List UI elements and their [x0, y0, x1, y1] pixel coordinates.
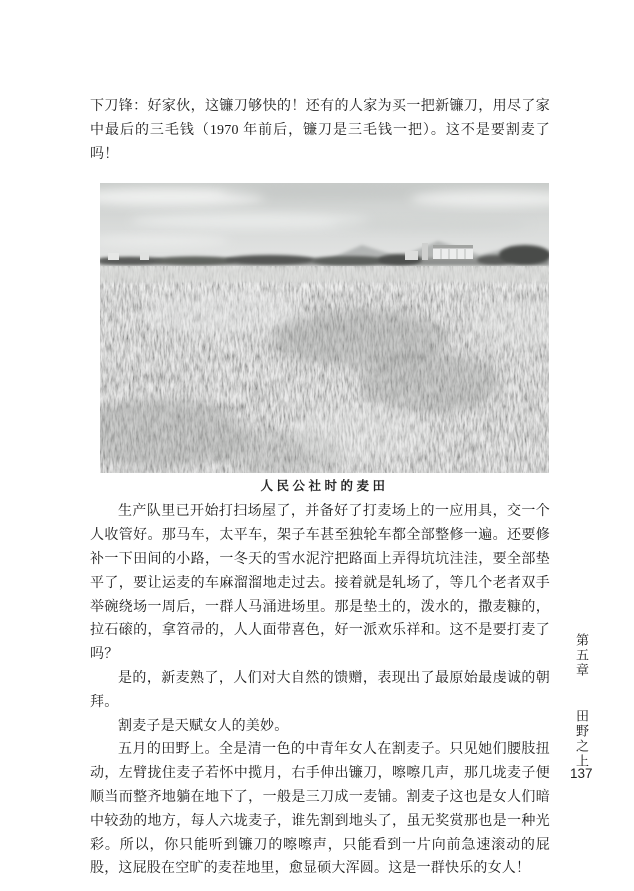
- paragraph-threshing-preparation: 生产队里已开始打扫场屋了，并备好了打麦场上的一应用具，交一个人收管好。那马车，太平车，架子车甚至独轮车都全部整修一遍。还要修补一下田间的小路，一冬天的雪水泥泞把路面上弄得坑坑洼洼，要全部垫平了，要让运麦的车麻溜溜地走过去。接着就是轧场了，等几个老者双手举碗绕场一周后，一群人马涌进场里。那是垫土的，泼水的，撒麦糠的，拉石磙的，拿笤帚的，人人面带喜色，好一派欢乐祥和。这不是要打麦了吗？: [90, 504, 550, 663]
- wheat-field-photo-art: [100, 183, 549, 473]
- chapter-marker: [572, 633, 591, 769]
- chapter-number-label: 第五章: [574, 633, 589, 678]
- opening-paragraph: 下刀锋：好家伙，这镰刀够快的！还有的人家为买一把新镰刀，用尽了家中最后的三毛钱（1970 年前后，镰刀是三毛钱一把）。这不是要割麦了吗！: [90, 99, 550, 162]
- wheat-field-photo: [100, 183, 549, 473]
- chapter-title-label: 田野之上: [574, 709, 589, 769]
- paragraph-women-gift: 割麦子是天赋女人的美妙。: [118, 718, 289, 734]
- paragraph-may-fields: 五月的田野上。全是清一色的中青年女人在割麦子。只见她们腰肢扭动，左臂拢住麦子若怀中揽月，右手伸出镰刀，嚓嚓几声，那几垅麦子便顺当而整齐地躺在地下了，一般是三刀成一麦铺。割麦子这也是女人们暗中较劲的地方，每人六垅麦子，谁先割到地头了，虽无奖赏那也是一种光彩。所以，你只能听到镰刀的嚓嚓声，只能看到一片向前急速滚动的屁股，这屁股在空旷的麦茬地里，愈显硕大浑圆。这是一群快乐的女人！: [90, 742, 550, 877]
- page-number: 137: [570, 766, 593, 781]
- body-paragraphs: [90, 500, 550, 881]
- photo-caption: 人民公社时的麦田: [260, 479, 389, 494]
- paragraph-new-wheat: 是的，新麦熟了，人们对大自然的馈赠，表现出了最原始最虔诚的朝拜。: [90, 670, 550, 710]
- text-column: [90, 95, 550, 881]
- photo-figure: [100, 183, 549, 495]
